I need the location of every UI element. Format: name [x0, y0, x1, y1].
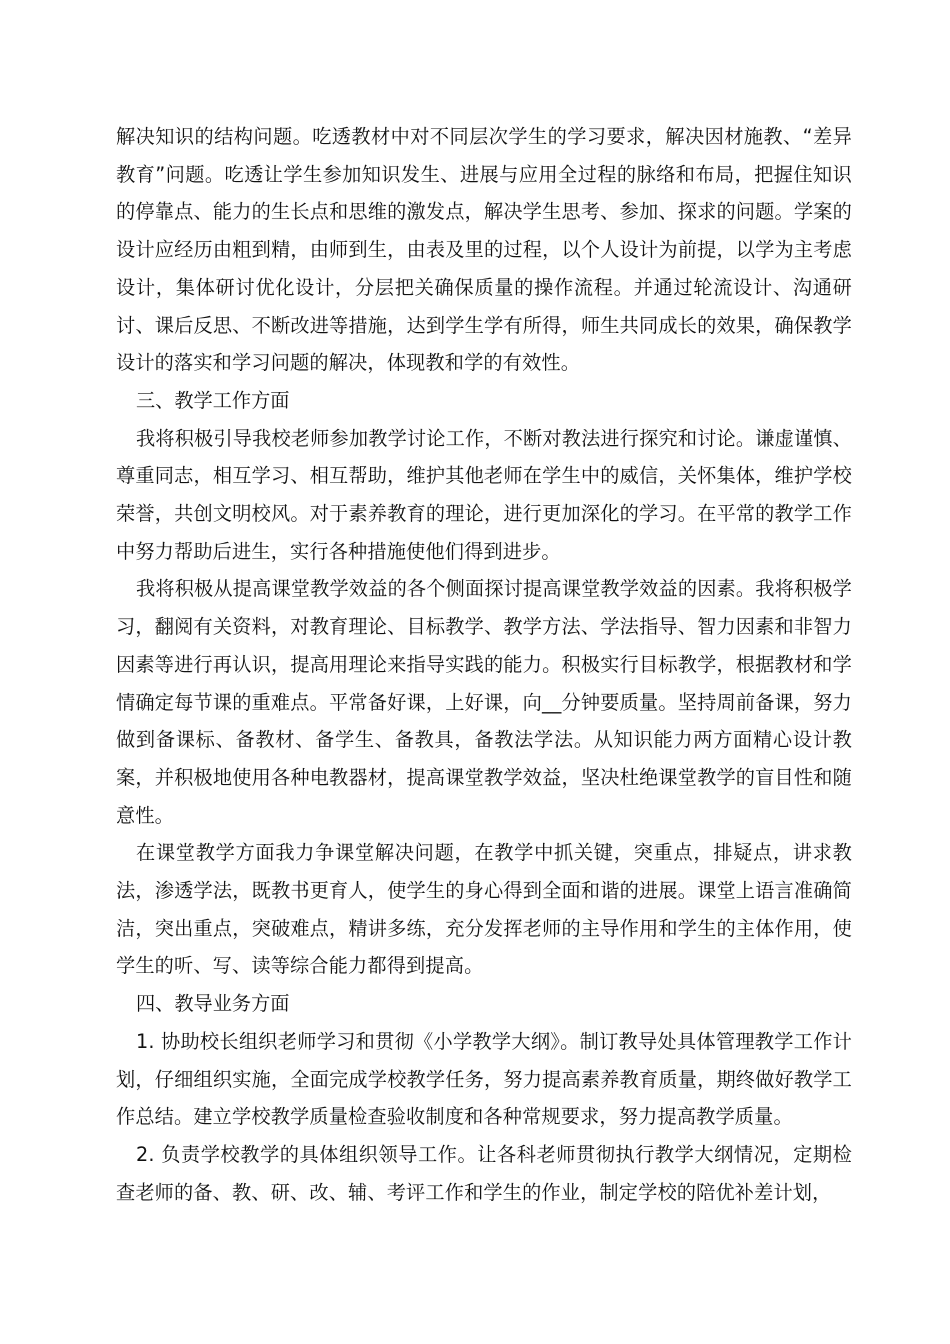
paragraph-teaching-research: 我将积极引导我校老师参加教学讨论工作，不断对教法进行探究和讨论。谦虚谨慎、尊重同志，相互学习、相互帮助，维护其他老师在学生中的威信，关怀集体，维护学校荣誉，共创文明校风。对于素养教育的理论，进行更加深化的学习。在平常的教学工作中努力帮助后进生，实行各种措施使他们得到进步。	[116, 426, 852, 563]
paragraph-classroom-efficiency: 我将积极从提高课堂教学效益的各个侧面探讨提高课堂教学效益的因素。我将积极学习，翻阅有关资料，对教育理论、目标教学、教学方法、学法指导、智力因素和非智力因素等进行再认识，提高用理论来指导实践的能力。积极实行目标教学，根据教材和学情确定每节课的重难点。平常备好课，上好课，向__分钟要质量。坚持周前备课，努力做到备课标、备教材、备学生、备教具，备教法学法。从知识能力两方面精心设计教案，并积极地使用各种电教器材，提高课堂教学效益，坚决杜绝课堂教学的盲目性和随意性。	[116, 577, 852, 827]
section-heading-teaching-work: 三、教学工作方面	[136, 388, 290, 412]
paragraph-continuation: 解决知识的结构问题。吃透教材中对不同层次学生的学习要求，解决因材施教、“差异教育”问题。吃透让学生参加知识发生、进展与应用全过程的脉络和布局，把握住知识的停靠点、能力的生长点和思维的激发点，解决学生思考、参加、探求的问题。学案的设计应经历由粗到精，由师到生，由表及里的过程，以个人设计为前提，以学为主考虑设计，集体研讨优化设计，分层把关确保质量的操作流程。并通过轮流设计、沟通研讨、课后反思、不断改进等措施，达到学生学有所得，师生共同成长的效果，确保教学设计的落实和学习问题的解决，体现教和学的有效性。	[116, 125, 852, 375]
document-page	[116, 118, 852, 1211]
paragraph-item-2: 2. 负责学校教学的具体组织领导工作。让各科老师贯彻执行教学大纲情况，定期检查老师的备、教、研、改、辅、考评工作和学生的作业，制定学校的陪优补差计划，	[116, 1142, 852, 1204]
paragraph-classroom-teaching: 在课堂教学方面我力争课堂解决问题，在教学中抓关键，突重点，排疑点，讲求教法，渗透学法，既教书更育人，使学生的身心得到全面和谐的进展。课堂上语言准确简洁，突出重点，突破难点，精讲多练，充分发挥老师的主导作用和学生的主体作用，使学生的听、写、读等综合能力都得到提高。	[116, 841, 852, 978]
paragraph-item-1: 1. 协助校长组织老师学习和贯彻《小学教学大纲》。制订教导处具体管理教学工作计划，仔细组织实施，全面完成学校教学任务，努力提高素养教育质量，期终做好教学工作总结。建立学校教学质量检查验收制度和各种常规要求，努力提高教学质量。	[116, 1029, 852, 1129]
section-heading-guidance-business: 四、教导业务方面	[136, 992, 290, 1016]
